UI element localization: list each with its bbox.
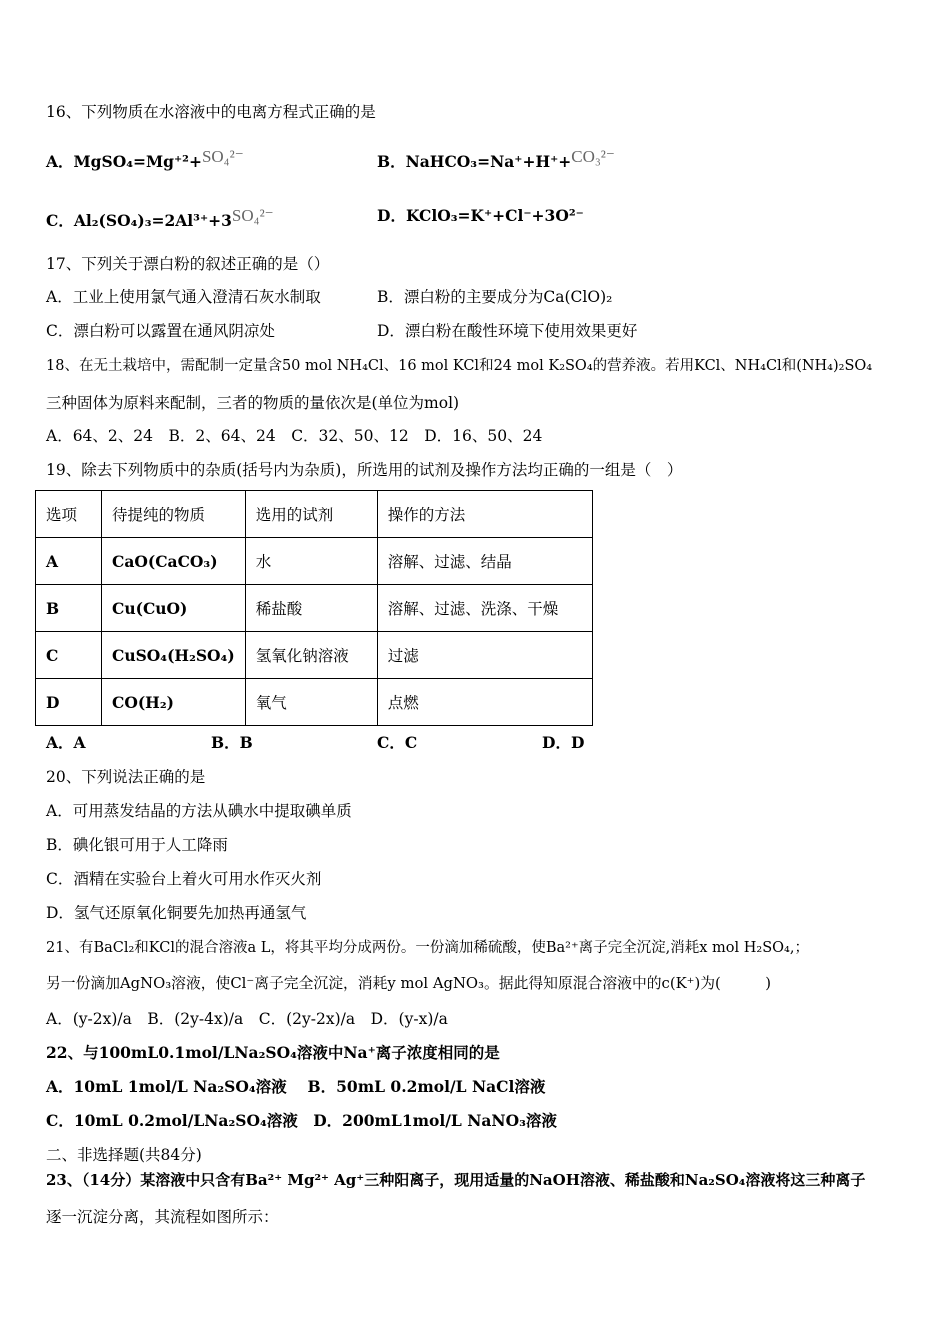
table-row — [36, 538, 593, 585]
q19-table — [35, 490, 593, 726]
q16-option-a[interactable] — [46, 147, 244, 172]
q20-stem: 20、下列说法正确的是 — [46, 768, 206, 786]
table-cell: A — [36, 538, 102, 585]
table-cell: Cu(CuO) — [102, 585, 246, 632]
q23-line1: 23、（14分）某溶液中只含有Ba²⁺ Mg²⁺ Ag⁺三种阳离子，现用适量的NaOH溶液、稀盐酸和Na₂SO₄溶液将这三种离子 — [46, 1171, 866, 1189]
table-cell: D — [36, 679, 102, 726]
q19-option-c[interactable]: C．C — [377, 733, 418, 752]
q16-option-b[interactable] — [377, 147, 615, 172]
q22-stem: 22、与100mL0.1mol/LNa₂SO₄溶液中Na⁺离子浓度相同的是 — [46, 1043, 500, 1062]
q18-line2: 三种固体为原料来配制，三者的物质的量依次是(单位为mol) — [46, 394, 460, 412]
q16-option-b-ion: CO₃²⁻ — [571, 147, 615, 166]
q20-option-b[interactable]: B．碘化银可用于人工降雨 — [46, 836, 228, 854]
q20-option-c[interactable]: C．酒精在实验台上着火可用水作灭火剂 — [46, 870, 322, 888]
table-header-cell: 待提纯的物质 — [102, 491, 246, 538]
q19-stem: 19、除去下列物质中的杂质(括号内为杂质)，所选用的试剂及操作方法均正确的一组是（ ） — [46, 461, 683, 479]
q20-option-d[interactable]: D．氢气还原氧化铜要先加热再通氢气 — [46, 904, 307, 922]
section-heading: 二、非选择题(共84分) — [46, 1146, 202, 1164]
q16-option-a-ion: SO₄²⁻ — [201, 147, 244, 166]
table-row — [36, 679, 593, 726]
q17-stem: 17、下列关于漂白粉的叙述正确的是（） — [46, 255, 330, 273]
q16-option-c-text: C．Al₂(SO₄)₃=2Al³⁺+3 — [46, 211, 232, 230]
q20-option-a[interactable]: A．可用蒸发结晶的方法从碘水中提取碘单质 — [46, 802, 352, 820]
q16-option-c-ion: SO₄²⁻ — [231, 206, 274, 225]
q18-line1: 18、在无土栽培中，需配制一定量含50 mol NH₄Cl、16 mol KCl和24 mol K₂SO₄的营养液。若用KCl、NH₄Cl和(NH₄)₂SO₄ — [46, 358, 873, 374]
q22-options-ab[interactable]: A．10mL 1mol/L Na₂SO₄溶液 B．50mL 0.2mol/L NaCl溶液 — [46, 1077, 546, 1096]
q17-option-b[interactable]: B．漂白粉的主要成分为Ca(ClO)₂ — [377, 288, 613, 306]
q18-options[interactable]: A．64、2、24 B．2、64、24 C．32、50、12 D．16、50、24 — [46, 427, 543, 445]
table-cell: C — [36, 632, 102, 679]
q21-line2: 另一份滴加AgNO₃溶液，使Cl⁻离子完全沉淀，消耗y mol AgNO₃。据此得知原混合溶液中的c(K⁺)为( ) — [46, 975, 771, 992]
q17-option-d[interactable]: D．漂白粉在酸性环境下使用效果更好 — [377, 322, 638, 340]
q16-option-b-text: B．NaHCO₃=Na⁺+H⁺+ — [377, 152, 572, 171]
table-row — [36, 585, 593, 632]
q16-option-a-text: A．MgSO₄=Mg⁺²+ — [46, 152, 202, 171]
q23-line2: 逐一沉淀分离，其流程如图所示： — [46, 1208, 279, 1226]
table-cell: 稀盐酸 — [245, 585, 377, 632]
table-header-cell: 操作的方法 — [377, 491, 592, 538]
table-cell: CaO(CaCO₃) — [102, 538, 246, 585]
q21-options[interactable]: A．(y-2x)/a B．(2y-4x)/a C．(2y-2x)/a D．(y-x)/a — [46, 1010, 448, 1028]
table-header-row — [36, 491, 593, 538]
table-cell: 过滤 — [377, 632, 592, 679]
table-cell: 水 — [245, 538, 377, 585]
table-header-cell: 选用的试剂 — [245, 491, 377, 538]
q16-option-c[interactable] — [46, 206, 274, 231]
q19-option-b[interactable]: B．B — [211, 733, 253, 752]
table-row — [36, 632, 593, 679]
table-cell: 氧气 — [245, 679, 377, 726]
q17-option-c[interactable]: C．漂白粉可以露置在通风阴凉处 — [46, 322, 275, 340]
q17-option-a[interactable]: A．工业上使用氯气通入澄清石灰水制取 — [46, 288, 321, 306]
table-cell: B — [36, 585, 102, 632]
table-cell: 溶解、过滤、结晶 — [377, 538, 592, 585]
q19-option-d[interactable]: D．D — [542, 733, 585, 752]
q16-option-d[interactable]: D．KClO₃=K⁺+Cl⁻+3O²⁻ — [377, 206, 584, 225]
table-cell: 溶解、过滤、洗涤、干燥 — [377, 585, 592, 632]
table-cell: CO(H₂) — [102, 679, 246, 726]
table-header-cell: 选项 — [36, 491, 102, 538]
q21-line1: 21、有BaCl₂和KCl的混合溶液a L，将其平均分成两份。一份滴加稀硫酸，使Ba²⁺离子完全沉淀,消耗x mol H₂SO₄,； — [46, 940, 809, 956]
table-cell: 点燃 — [377, 679, 592, 726]
table-cell: 氢氧化钠溶液 — [245, 632, 377, 679]
q19-option-a[interactable]: A．A — [46, 733, 86, 752]
q16-stem: 16、下列物质在水溶液中的电离方程式正确的是 — [46, 103, 376, 121]
q22-options-cd[interactable]: C．10mL 0.2mol/LNa₂SO₄溶液 D．200mL1mol/L NaNO₃溶液 — [46, 1111, 557, 1130]
table-cell: CuSO₄(H₂SO₄) — [102, 632, 246, 679]
